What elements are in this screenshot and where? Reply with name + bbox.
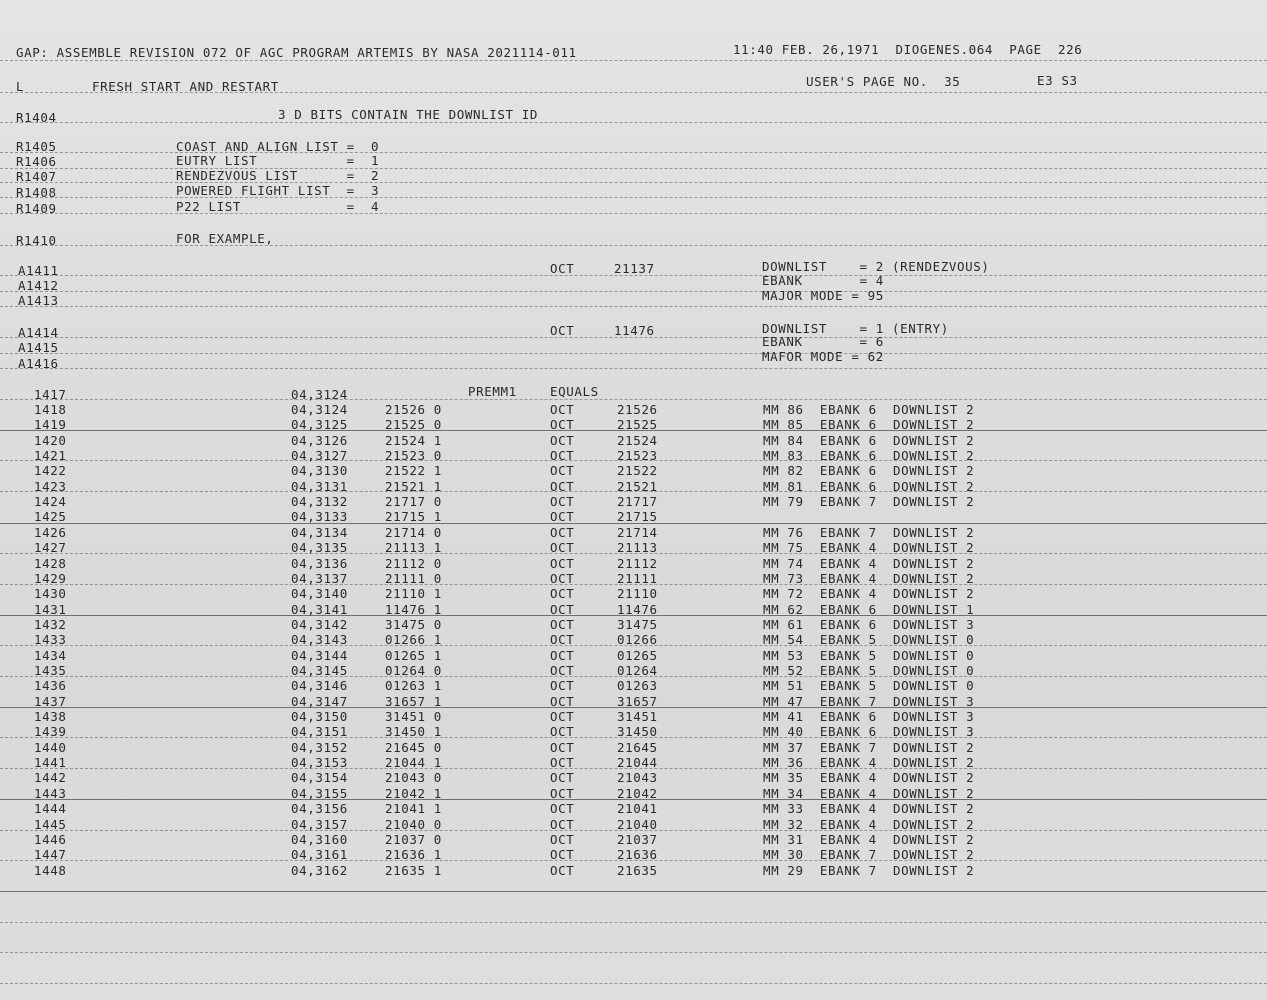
line-comment: MM 81 EBANK 6 DOWNLIST 2: [763, 478, 975, 494]
log-section-code: E3 S3: [1037, 73, 1078, 88]
table-row: [0, 526, 1267, 541]
line-seq: 1438: [34, 709, 67, 724]
example-seq: A1416: [18, 356, 59, 371]
section-title: FRESH START AND RESTART: [92, 79, 279, 94]
line-value: 01264: [617, 663, 658, 678]
example-op: OCT: [550, 261, 575, 276]
line-address: 04,3145: [291, 663, 348, 678]
line-op: OCT: [550, 570, 575, 586]
line-op: OCT: [550, 509, 575, 525]
line-seq: 1424: [34, 494, 67, 510]
remark-seq: R1404: [16, 110, 57, 125]
line-op: OCT: [550, 739, 575, 755]
line-address: 04,3156: [291, 801, 348, 817]
line-seq: 1425: [34, 509, 67, 525]
table-row: [0, 572, 1267, 587]
line-address: 04,3126: [291, 432, 348, 448]
line-value: 21635: [617, 862, 658, 878]
line-address: 04,3125: [291, 417, 348, 433]
line-op: OCT: [550, 647, 575, 663]
line-value: 31475: [617, 616, 658, 632]
table-row: [0, 618, 1267, 633]
line-seq: 1443: [34, 785, 67, 801]
line-seq: 1431: [34, 601, 67, 617]
line-comment: MM 76 EBANK 7 DOWNLIST 2: [763, 524, 975, 540]
line-op: OCT: [550, 816, 575, 832]
line-seq: 1446: [34, 831, 67, 847]
line-address: 04,3151: [291, 724, 348, 740]
line-address: 04,3153: [291, 755, 348, 770]
example-value: 21137: [614, 261, 655, 276]
line-op: OCT: [550, 724, 575, 740]
line-op: OCT: [550, 540, 575, 556]
octal-word: 21522 1: [385, 463, 442, 479]
table-row: [0, 664, 1267, 679]
line-op: OCT: [550, 709, 575, 724]
line-address: 04,3161: [291, 847, 348, 863]
remark-seq: R1406: [16, 154, 57, 169]
octal-word: 21113 1: [385, 540, 442, 556]
line-comment: MM 84 EBANK 6 DOWNLIST 2: [763, 432, 975, 448]
line-op: OCT: [550, 678, 575, 694]
line-seq: 1445: [34, 816, 67, 832]
octal-word: 21521 1: [385, 478, 442, 494]
remark-text: RENDEZVOUS LIST = 2: [176, 168, 380, 183]
remark-seq: R1409: [16, 201, 57, 216]
line-comment: MM 86 EBANK 6 DOWNLIST 2: [763, 402, 975, 417]
line-seq: 1423: [34, 478, 67, 494]
line-value: 21037: [617, 831, 658, 847]
octal-word: 31451 0: [385, 709, 442, 724]
octal-word: 11476 1: [385, 601, 442, 617]
line-seq: 1448: [34, 862, 67, 878]
line-op: OCT: [550, 555, 575, 571]
line-op: OCT: [550, 663, 575, 678]
line-value: 21112: [617, 555, 658, 571]
octal-word: 01265 1: [385, 647, 442, 663]
table-row: [0, 695, 1267, 710]
table-row: [0, 464, 1267, 479]
octal-word: 21037 0: [385, 831, 442, 847]
line-address: 04,3141: [291, 601, 348, 617]
example-seq: A1413: [18, 293, 59, 308]
line-value: 31450: [617, 724, 658, 740]
line-op: OCT: [550, 770, 575, 786]
example-note: MAFOR MODE = 62: [762, 349, 884, 364]
line-op: OCT: [550, 586, 575, 602]
line-comment: MM 33 EBANK 4 DOWNLIST 2: [763, 801, 975, 817]
octal-word: 01266 1: [385, 632, 442, 648]
line-address: 04,3124: [291, 402, 348, 417]
line-seq: 1428: [34, 555, 67, 571]
octal-word: 31657 1: [385, 693, 442, 709]
table-row: [0, 510, 1267, 525]
table-row: [0, 833, 1267, 848]
example-note: EBANK = 6: [762, 334, 884, 349]
line-value: 21524: [617, 432, 658, 448]
table-row: [0, 679, 1267, 694]
octal-word: 21717 0: [385, 494, 442, 510]
line-address: 04,3157: [291, 816, 348, 832]
table-row: [0, 434, 1267, 449]
octal-word: 21111 0: [385, 570, 442, 586]
line-seq: 1426: [34, 524, 67, 540]
line-op: OCT: [550, 847, 575, 863]
table-row: [0, 449, 1267, 464]
line-seq: 1419: [34, 417, 67, 433]
line-address: 04,3131: [291, 478, 348, 494]
table-row: [0, 649, 1267, 664]
line-comment: MM 85 EBANK 6 DOWNLIST 2: [763, 417, 975, 433]
line-op: OCT: [550, 402, 575, 417]
line-comment: MM 72 EBANK 4 DOWNLIST 2: [763, 586, 975, 602]
octal-word: 21112 0: [385, 555, 442, 571]
table-row: [0, 848, 1267, 863]
line-op: OCT: [550, 785, 575, 801]
table-row: [0, 741, 1267, 756]
line-comment: MM 52 EBANK 5 DOWNLIST 0: [763, 663, 975, 678]
line-value: 21522: [617, 463, 658, 479]
line-comment: MM 30 EBANK 7 DOWNLIST 2: [763, 847, 975, 863]
line-seq: 1434: [34, 647, 67, 663]
line-op: OCT: [550, 755, 575, 770]
octal-word: 21714 0: [385, 524, 442, 540]
table-row: [0, 818, 1267, 833]
table-row: [0, 710, 1267, 725]
octal-word: 01263 1: [385, 678, 442, 694]
line-op: EQUALS: [550, 384, 599, 399]
line-address: 04,3137: [291, 570, 348, 586]
line-address: 04,3154: [291, 770, 348, 786]
line-value: 21044: [617, 755, 658, 770]
line-seq: 1421: [34, 448, 67, 464]
section-letter: L: [16, 79, 25, 94]
table-row: [0, 603, 1267, 618]
line-value: 21523: [617, 448, 658, 464]
line-op: OCT: [550, 693, 575, 709]
remark-seq: R1405: [16, 139, 57, 154]
octal-word: 21041 1: [385, 801, 442, 817]
line-op: OCT: [550, 616, 575, 632]
line-op: OCT: [550, 831, 575, 847]
line-seq: 1444: [34, 801, 67, 817]
line-seq: 1433: [34, 632, 67, 648]
line-comment: MM 37 EBANK 7 DOWNLIST 2: [763, 739, 975, 755]
line-address: 04,3150: [291, 709, 348, 724]
line-comment: MM 83 EBANK 6 DOWNLIST 2: [763, 448, 975, 464]
example-seq: A1412: [18, 278, 59, 293]
table-row: [0, 756, 1267, 771]
example-note: DOWNLIST = 1 (ENTRY): [762, 321, 949, 336]
line-address: 04,3130: [291, 463, 348, 479]
line-address: 04,3160: [291, 831, 348, 847]
example-note: DOWNLIST = 2 (RENDEZVOUS): [762, 259, 990, 274]
assembly-title: GAP: ASSEMBLE REVISION 072 OF AGC PROGRAM ARTEMIS BY NASA 2021114-011: [16, 45, 577, 60]
line-value: 21041: [617, 801, 658, 817]
octal-word: 21525 0: [385, 417, 442, 433]
line-address: 04,3140: [291, 586, 348, 602]
octal-word: 21635 1: [385, 862, 442, 878]
line-address: 04,3147: [291, 693, 348, 709]
octal-word: 21524 1: [385, 432, 442, 448]
line-seq: 1422: [34, 463, 67, 479]
table-row: [0, 495, 1267, 510]
line-seq: 1439: [34, 724, 67, 740]
remark-text: EUTRY LIST = 1: [176, 153, 380, 168]
line-op: OCT: [550, 494, 575, 510]
line-comment: MM 31 EBANK 4 DOWNLIST 2: [763, 831, 975, 847]
octal-word: 21523 0: [385, 448, 442, 464]
line-value: 21717: [617, 494, 658, 510]
assembly-timestamp-page: 11:40 FEB. 26,1971 DIOGENES.064 PAGE 226: [733, 42, 1083, 57]
octal-word: 01264 0: [385, 663, 442, 678]
table-row: [0, 418, 1267, 433]
line-comment: MM 61 EBANK 6 DOWNLIST 3: [763, 616, 975, 632]
octal-word: 21715 1: [385, 509, 442, 525]
line-seq: 1429: [34, 570, 67, 586]
line-value: 21521: [617, 478, 658, 494]
line-seq: 1432: [34, 616, 67, 632]
line-seq: 1440: [34, 739, 67, 755]
line-seq: 1417: [34, 387, 67, 402]
table-row: [0, 633, 1267, 648]
line-op: OCT: [550, 478, 575, 494]
remark-text: FOR EXAMPLE,: [176, 231, 274, 246]
line-value: 21042: [617, 785, 658, 801]
octal-word: 21042 1: [385, 785, 442, 801]
table-row: [0, 480, 1267, 495]
remark-seq: R1410: [16, 233, 57, 248]
line-address: 04,3127: [291, 448, 348, 464]
octal-word: 31475 0: [385, 616, 442, 632]
line-value: 21111: [617, 570, 658, 586]
line-address: 04,3135: [291, 540, 348, 556]
line-op: OCT: [550, 862, 575, 878]
octal-word: 21526 0: [385, 402, 442, 417]
line-comment: MM 73 EBANK 4 DOWNLIST 2: [763, 570, 975, 586]
line-op: OCT: [550, 417, 575, 433]
line-op: OCT: [550, 463, 575, 479]
example-value: 11476: [614, 323, 655, 338]
line-value: 01263: [617, 678, 658, 694]
line-value: 21040: [617, 816, 658, 832]
line-op: OCT: [550, 432, 575, 448]
line-value: 11476: [617, 601, 658, 617]
line-value: 01266: [617, 632, 658, 648]
line-seq: 1436: [34, 678, 67, 694]
remark-text: POWERED FLIGHT LIST = 3: [176, 183, 380, 198]
line-value: 31451: [617, 709, 658, 724]
line-address: 04,3136: [291, 555, 348, 571]
remark-text: 3 D BITS CONTAIN THE DOWNLIST ID: [278, 107, 539, 122]
line-comment: MM 51 EBANK 5 DOWNLIST 0: [763, 678, 975, 694]
line-op: OCT: [550, 801, 575, 817]
line-value: 21645: [617, 739, 658, 755]
table-row: [0, 864, 1267, 879]
line-address: 04,3143: [291, 632, 348, 648]
line-value: 21526: [617, 402, 658, 417]
line-seq: 1435: [34, 663, 67, 678]
line-comment: MM 54 EBANK 5 DOWNLIST 0: [763, 632, 975, 648]
table-row: [0, 771, 1267, 786]
line-value: 21113: [617, 540, 658, 556]
remark-seq: R1408: [16, 185, 57, 200]
octal-word: 31450 1: [385, 724, 442, 740]
line-comment: MM 32 EBANK 4 DOWNLIST 2: [763, 816, 975, 832]
line-value: 21110: [617, 586, 658, 602]
premm1-line: [0, 384, 1267, 403]
line-address: 04,3146: [291, 678, 348, 694]
table-row: [0, 725, 1267, 740]
line-comment: MM 62 EBANK 6 DOWNLIST 1: [763, 601, 975, 617]
example-seq: A1414: [18, 325, 59, 340]
line-op: OCT: [550, 632, 575, 648]
line-comment: MM 75 EBANK 4 DOWNLIST 2: [763, 540, 975, 556]
line-address: 04,3142: [291, 616, 348, 632]
line-op: OCT: [550, 601, 575, 617]
line-comment: MM 35 EBANK 4 DOWNLIST 2: [763, 770, 975, 786]
line-comment: MM 29 EBANK 7 DOWNLIST 2: [763, 862, 975, 878]
example-op: OCT: [550, 323, 575, 338]
line-seq: 1427: [34, 540, 67, 556]
table-row: [0, 403, 1267, 418]
line-value: 21715: [617, 509, 658, 525]
line-address: 04,3133: [291, 509, 348, 525]
line-address: 04,3124: [291, 387, 348, 402]
line-seq: 1418: [34, 402, 67, 417]
line-label: PREMM1: [468, 384, 517, 399]
line-op: OCT: [550, 448, 575, 464]
line-seq: 1447: [34, 847, 67, 863]
remark-seq: R1407: [16, 169, 57, 184]
table-row: [0, 587, 1267, 602]
user-page-number: USER'S PAGE NO. 35: [806, 74, 961, 89]
table-row: [0, 802, 1267, 817]
octal-word: 21044 1: [385, 755, 442, 770]
line-address: 04,3144: [291, 647, 348, 663]
line-value: 21043: [617, 770, 658, 786]
line-comment: MM 36 EBANK 4 DOWNLIST 2: [763, 755, 975, 770]
line-op: OCT: [550, 524, 575, 540]
example-seq: A1415: [18, 340, 59, 355]
line-comment: MM 74 EBANK 4 DOWNLIST 2: [763, 555, 975, 571]
line-seq: 1442: [34, 770, 67, 786]
line-value: 21525: [617, 417, 658, 433]
line-value: 31657: [617, 693, 658, 709]
line-value: 21636: [617, 847, 658, 863]
line-seq: 1437: [34, 693, 67, 709]
line-address: 04,3162: [291, 862, 348, 878]
line-value: 21714: [617, 524, 658, 540]
line-comment: MM 40 EBANK 6 DOWNLIST 3: [763, 724, 975, 740]
octal-word: 21040 0: [385, 816, 442, 832]
line-seq: 1441: [34, 755, 67, 770]
octal-word: 21636 1: [385, 847, 442, 863]
line-address: 04,3134: [291, 524, 348, 540]
line-comment: MM 41 EBANK 6 DOWNLIST 3: [763, 709, 975, 724]
remark-text: COAST AND ALIGN LIST = 0: [176, 139, 380, 154]
line-comment: MM 53 EBANK 5 DOWNLIST 0: [763, 647, 975, 663]
table-row: [0, 541, 1267, 556]
line-address: 04,3132: [291, 494, 348, 510]
line-value: 01265: [617, 647, 658, 663]
octal-word: 21110 1: [385, 586, 442, 602]
line-address: 04,3155: [291, 785, 348, 801]
line-seq: 1430: [34, 586, 67, 602]
line-seq: 1420: [34, 432, 67, 448]
example-seq: A1411: [18, 263, 59, 278]
remark-text: P22 LIST = 4: [176, 199, 380, 214]
example-note: MAJOR MODE = 95: [762, 288, 884, 303]
table-row: [0, 557, 1267, 572]
octal-word: 21645 0: [385, 739, 442, 755]
line-comment: MM 82 EBANK 6 DOWNLIST 2: [763, 463, 975, 479]
line-comment: MM 79 EBANK 7 DOWNLIST 2: [763, 494, 975, 510]
octal-word: 21043 0: [385, 770, 442, 786]
line-address: 04,3152: [291, 739, 348, 755]
line-comment: MM 47 EBANK 7 DOWNLIST 3: [763, 693, 975, 709]
example-note: EBANK = 4: [762, 273, 884, 288]
table-row: [0, 787, 1267, 802]
line-comment: MM 34 EBANK 4 DOWNLIST 2: [763, 785, 975, 801]
